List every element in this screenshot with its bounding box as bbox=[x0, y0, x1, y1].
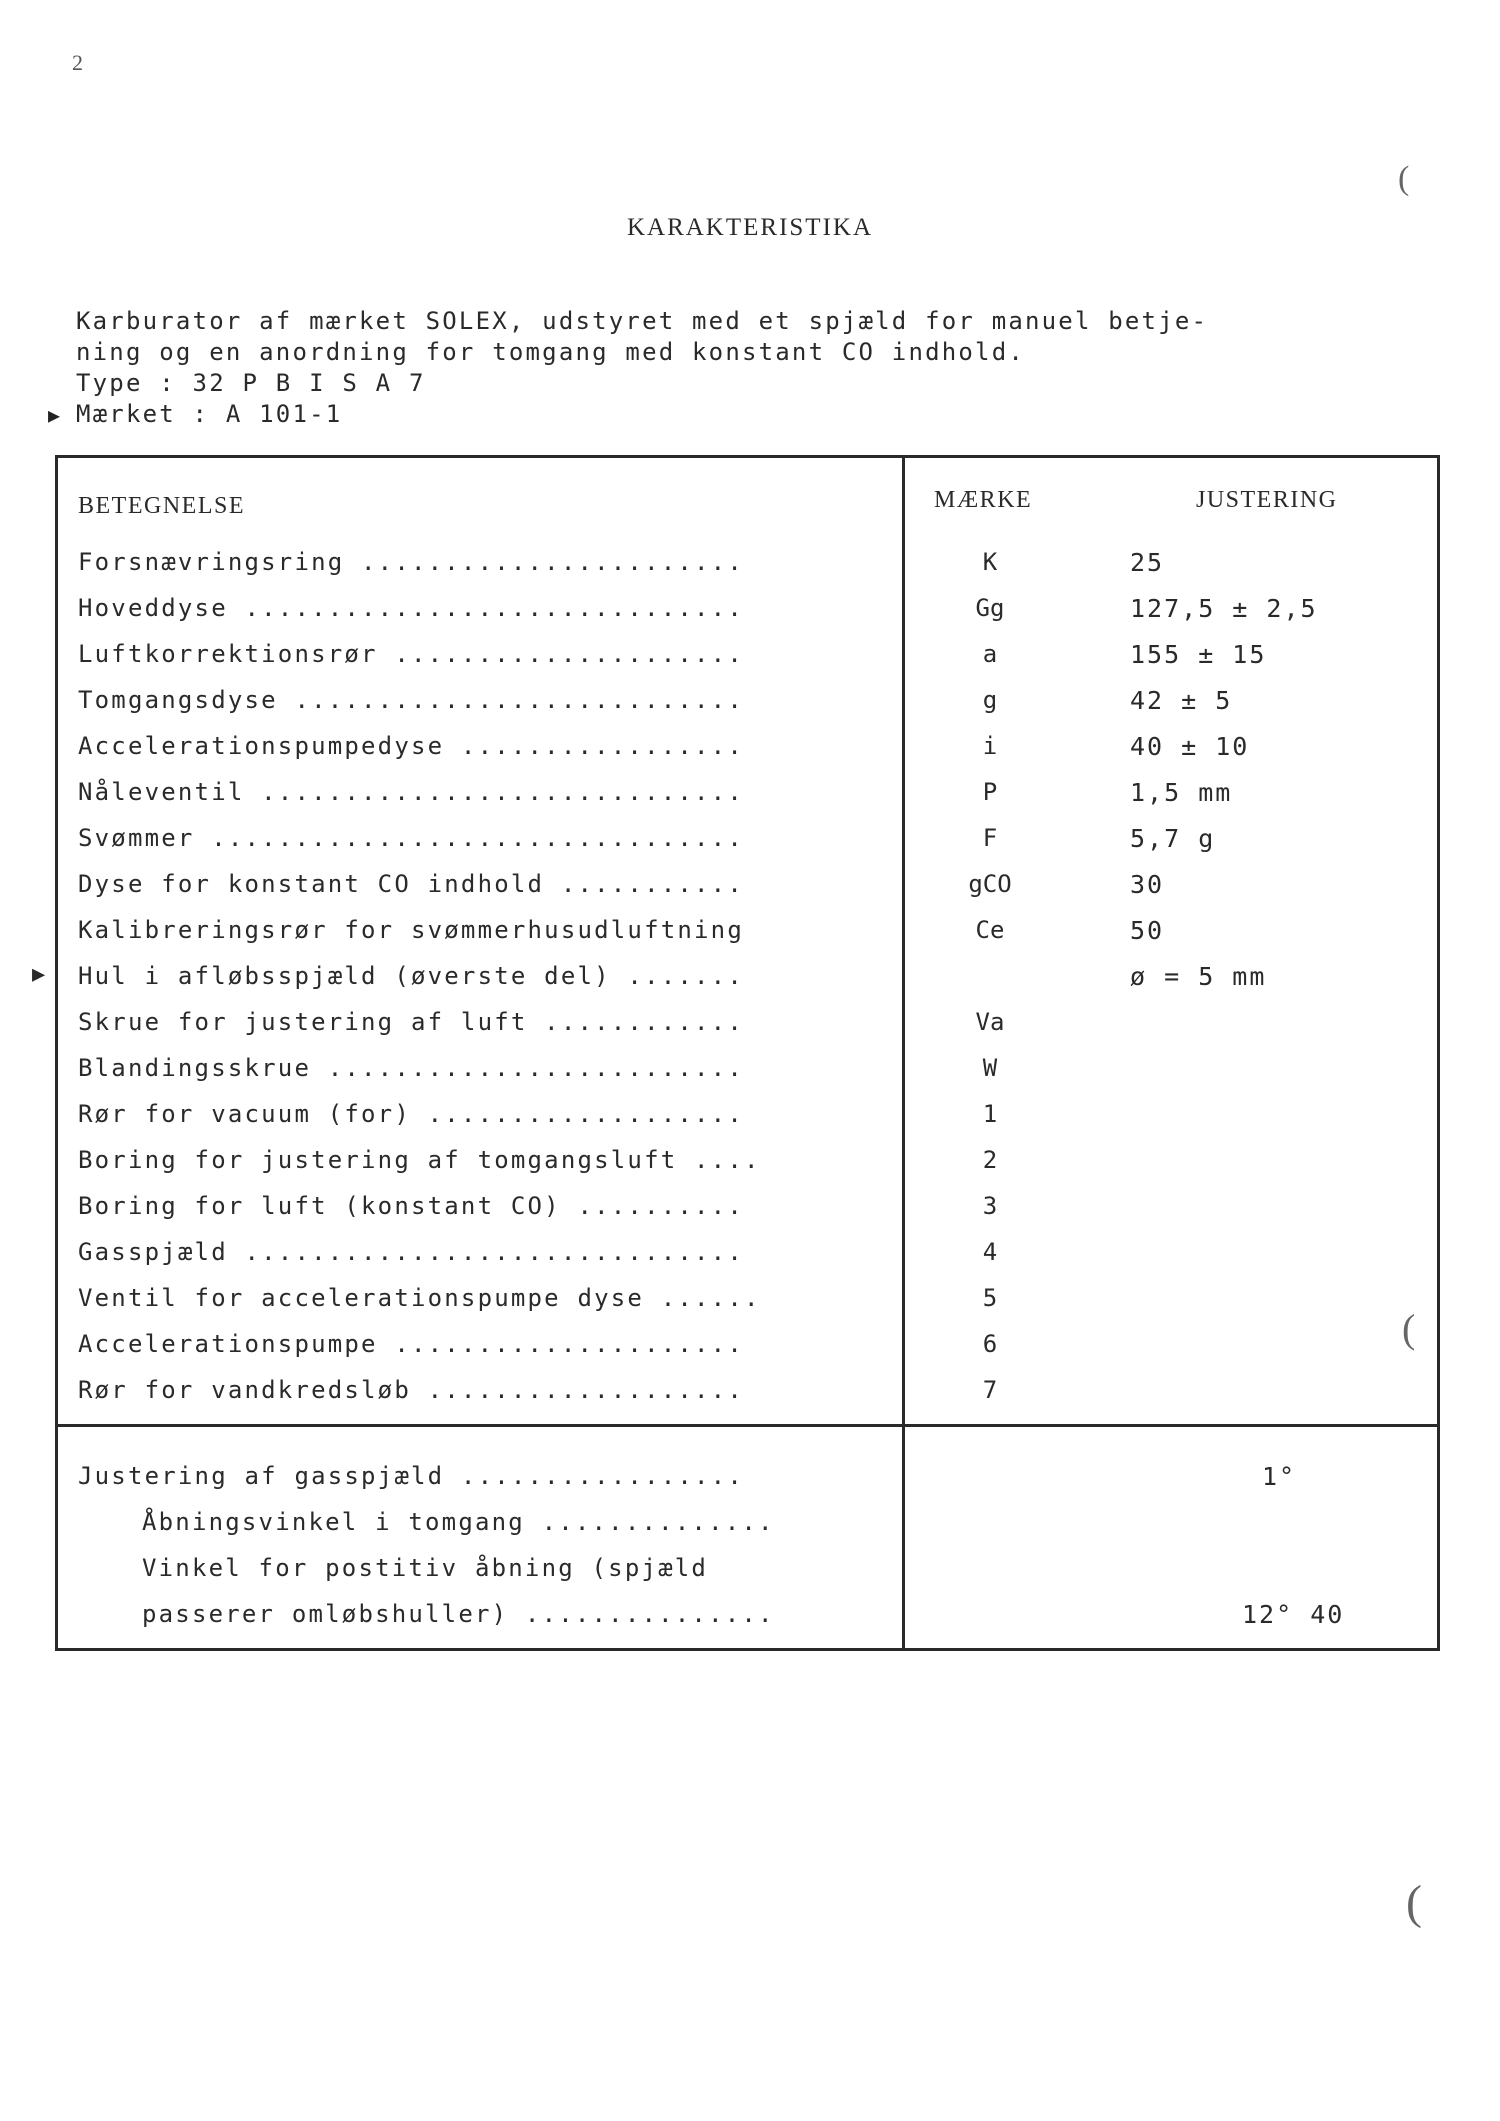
intro-line-2: ning og en anordning for tomgang med konstant CO indhold. bbox=[76, 338, 1026, 366]
table-row bbox=[0, 594, 1500, 634]
table-row bbox=[0, 1192, 1500, 1232]
intro-line-1: Karburator af mærket SOLEX, udstyret med et spjæld for manuel betje- bbox=[76, 307, 1209, 335]
row-designation: Boring for luft (konstant CO) .......... bbox=[78, 1192, 744, 1220]
row-mark: Va bbox=[975, 1008, 1005, 1036]
row-adjustment: 30 bbox=[1130, 870, 1165, 899]
row-adjustment: ø = 5 mm bbox=[1130, 962, 1267, 991]
row-mark: 6 bbox=[982, 1330, 998, 1358]
table-row bbox=[0, 548, 1500, 588]
section-divider bbox=[55, 1424, 1440, 1427]
row-designation: Forsnævringsring ....................... bbox=[78, 548, 744, 576]
row-adjustment: 127,5 ± 2,5 bbox=[1130, 594, 1318, 623]
row-adjustment: 1° bbox=[1262, 1462, 1297, 1491]
table-row bbox=[0, 824, 1500, 864]
row-designation: Luftkorrektionsrør ..................... bbox=[78, 640, 744, 668]
header-designation: BETEGNELSE bbox=[78, 493, 245, 519]
row-adjustment: 5,7 g bbox=[1130, 824, 1216, 853]
row-adjustment: 155 ± 15 bbox=[1130, 640, 1267, 669]
row-mark: P bbox=[982, 778, 998, 806]
table-row bbox=[0, 1146, 1500, 1186]
table-row bbox=[0, 1508, 1500, 1548]
table-row bbox=[0, 916, 1500, 956]
scan-mark: ( bbox=[1402, 1306, 1416, 1351]
row-mark: 5 bbox=[982, 1284, 998, 1312]
row-mark: W bbox=[982, 1054, 998, 1082]
row-designation: Ventil for accelerationspumpe dyse ...... bbox=[78, 1284, 761, 1312]
row-designation: Accelerationspumpe ..................... bbox=[78, 1330, 744, 1358]
row-designation: Kalibreringsrør for svømmerhusudluftning bbox=[78, 916, 744, 944]
row-mark: 7 bbox=[982, 1376, 998, 1404]
change-marker-icon: ▶ bbox=[32, 962, 46, 987]
table-row bbox=[0, 732, 1500, 772]
header-adjustment: JUSTERING bbox=[1196, 487, 1338, 513]
row-designation: Accelerationspumpedyse ................. bbox=[78, 732, 744, 760]
row-designation: Gasspjæld .............................. bbox=[78, 1238, 744, 1266]
table-row bbox=[0, 1284, 1500, 1324]
type-line: Type : 32 P B I S A 7 bbox=[76, 369, 426, 397]
row-adjustment: 25 bbox=[1130, 548, 1165, 577]
row-mark: 1 bbox=[982, 1100, 998, 1128]
row-designation: Boring for justering af tomgangsluft .... bbox=[78, 1146, 761, 1174]
intro-block bbox=[76, 306, 1376, 430]
row-mark: i bbox=[982, 732, 998, 760]
row-designation: Svømmer ................................ bbox=[78, 824, 744, 852]
row-adjustment: 1,5 mm bbox=[1130, 778, 1233, 807]
row-designation: Rør for vacuum (for) ................... bbox=[78, 1100, 744, 1128]
row-mark: Ce bbox=[975, 916, 1005, 944]
row-adjustment: 12° 40 bbox=[1242, 1600, 1345, 1629]
row-mark: g bbox=[982, 686, 998, 714]
row-designation: Hul i afløbsspjæld (øverste del) ....... bbox=[78, 962, 744, 990]
row-mark: F bbox=[982, 824, 998, 852]
scan-mark: ( bbox=[1398, 160, 1410, 197]
row-designation: Tomgangsdyse ........................... bbox=[78, 686, 744, 714]
table-row bbox=[0, 1008, 1500, 1048]
row-designation: passerer omløbshuller) ............... bbox=[142, 1600, 775, 1628]
page-number: 2 bbox=[72, 50, 83, 75]
row-designation: Justering af gasspjæld ................. bbox=[78, 1462, 744, 1490]
table-row bbox=[0, 1554, 1500, 1594]
marked-line: Mærket : A 101-1 bbox=[76, 400, 343, 428]
row-mark: 4 bbox=[982, 1238, 998, 1266]
table-row bbox=[0, 1100, 1500, 1140]
row-designation: Blandingsskrue ......................... bbox=[78, 1054, 744, 1082]
row-designation: Hoveddyse .............................. bbox=[78, 594, 744, 622]
table-row bbox=[0, 1238, 1500, 1278]
table-row bbox=[0, 1462, 1500, 1502]
document-title: KARAKTERISTIKA bbox=[626, 214, 874, 241]
row-adjustment: 42 ± 5 bbox=[1130, 686, 1233, 715]
row-mark: Gg bbox=[975, 594, 1005, 622]
row-mark: K bbox=[982, 548, 998, 576]
table-row bbox=[0, 1600, 1500, 1640]
change-marker-icon: ▶ bbox=[48, 403, 61, 427]
row-designation: Rør for vandkredsløb ................... bbox=[78, 1376, 744, 1404]
table-row bbox=[0, 686, 1500, 726]
table-row bbox=[0, 1330, 1500, 1370]
header-mark: MÆRKE bbox=[934, 487, 1033, 513]
row-designation: Nåleventil ............................. bbox=[78, 778, 744, 806]
row-designation: Vinkel for postitiv åbning (spjæld bbox=[142, 1554, 709, 1582]
table-row bbox=[0, 1376, 1500, 1416]
table-row bbox=[0, 1054, 1500, 1094]
table-row bbox=[0, 778, 1500, 818]
table-row bbox=[0, 962, 1500, 1002]
row-mark: 2 bbox=[982, 1146, 998, 1174]
row-adjustment: 50 bbox=[1130, 916, 1165, 945]
row-mark: a bbox=[982, 640, 998, 668]
row-designation: Dyse for konstant CO indhold ........... bbox=[78, 870, 744, 898]
row-designation: Åbningsvinkel i tomgang .............. bbox=[142, 1508, 775, 1536]
row-designation: Skrue for justering af luft ............ bbox=[78, 1008, 744, 1036]
row-mark: 3 bbox=[982, 1192, 998, 1220]
row-mark: gCO bbox=[968, 870, 1012, 898]
table-row bbox=[0, 870, 1500, 910]
scan-mark: ( bbox=[1406, 1876, 1422, 1929]
table-row bbox=[0, 640, 1500, 680]
row-adjustment: 40 ± 10 bbox=[1130, 732, 1250, 761]
